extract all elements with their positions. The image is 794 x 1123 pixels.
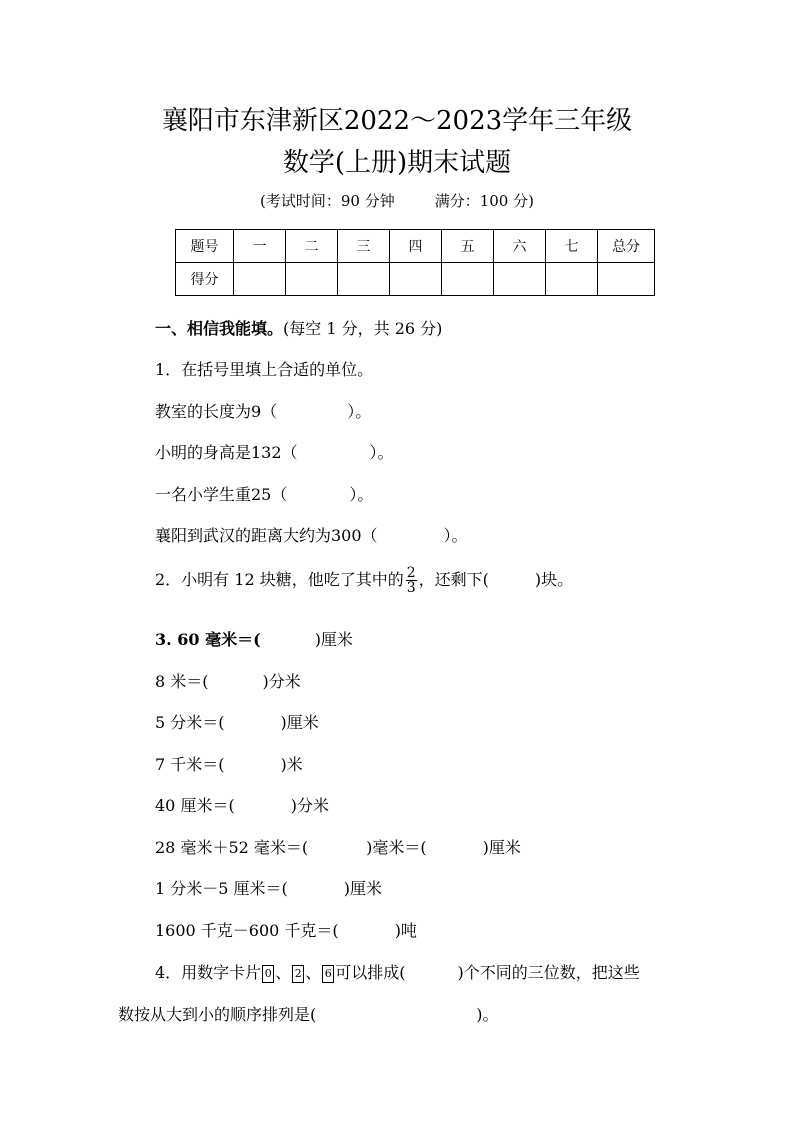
score-table	[175, 229, 655, 296]
title-line-2: 数学(上册)期末试题	[282, 148, 512, 178]
q3-item	[155, 835, 521, 858]
table-cell: 一	[234, 230, 286, 263]
q1-item-text: 教室的长度为9（	[155, 402, 278, 421]
q3-item-text: )厘米	[314, 630, 353, 649]
q1-item-text: 小明的身高是132（	[155, 443, 298, 462]
q3-item-text: 40 厘米＝(	[155, 796, 235, 815]
q3-item-text: )分米	[290, 796, 329, 815]
q4-text: 可以排成(	[335, 963, 406, 982]
table-cell: 五	[442, 230, 494, 263]
table-cell: 三	[338, 230, 390, 263]
fraction	[406, 566, 417, 595]
question-2	[155, 566, 573, 595]
title-line-1: 襄阳市东津新区2022～2023学年三年级	[161, 106, 633, 136]
fraction-denominator: 3	[406, 580, 416, 596]
q1-item	[155, 482, 373, 505]
q2-text: ，还剩下(	[418, 570, 489, 589]
table-cell: 题号	[176, 230, 234, 263]
q3-item-text: )厘米	[343, 879, 383, 898]
q1-item-text: ）。	[369, 443, 394, 462]
q3-item	[155, 627, 353, 650]
q3-item	[155, 752, 303, 775]
q4-text: 4．用数字卡片	[155, 963, 262, 982]
q3-item	[155, 793, 329, 816]
q4-text: 、	[305, 963, 322, 982]
q3-item-text: 28 毫米＋52 毫米＝(	[155, 838, 309, 857]
exam-time: (考试时间：90 分钟	[260, 192, 395, 210]
table-cell: 七	[546, 230, 598, 263]
table-cell: 得分	[176, 263, 234, 296]
full-score: 满分：100 分)	[434, 192, 534, 210]
section-1-note: (每空 1 分，共 26 分)	[283, 319, 443, 338]
question-1: 1．在括号里填上合适的单位。	[155, 360, 374, 379]
q2-text: 2．小明有 12 块糖，他吃了其中的	[155, 570, 404, 589]
q3-item	[155, 876, 382, 899]
digit-card: 0	[262, 965, 274, 983]
digit-card: 2	[292, 965, 304, 983]
q2-text: )块。	[534, 570, 574, 589]
score-table-header-row	[176, 230, 655, 263]
q3-item-text: )米	[280, 755, 303, 774]
q3-item	[155, 710, 319, 733]
q3-item-text: )分米	[262, 672, 301, 691]
q3-item-text: )厘米	[482, 838, 521, 857]
q3-item	[155, 669, 301, 692]
q3-item-text: 3. 60 毫米＝(	[155, 630, 261, 649]
score-cell[interactable]	[598, 263, 655, 296]
score-cell[interactable]	[442, 263, 494, 296]
table-cell: 总分	[598, 230, 655, 263]
section-1-title: 一、相信我能填。	[155, 319, 284, 338]
q4-text: 、	[275, 963, 292, 982]
q3-item-text: 1600 千克－600 千克＝(	[155, 921, 339, 940]
q1-item-text: ）。	[349, 485, 374, 504]
q1-item-text: ）。	[347, 402, 372, 421]
q3-item-text: 5 分米＝(	[155, 713, 225, 732]
exam-meta	[0, 190, 794, 211]
q3-item-text: 1 分米－5 厘米＝(	[155, 879, 288, 898]
q3-item-text: 8 米＝(	[155, 672, 209, 691]
q4-text: )个不同的三位数，把这些	[457, 963, 640, 982]
q3-item-text: )吨	[394, 921, 417, 940]
q1-item	[155, 523, 468, 546]
score-table-score-row	[176, 263, 655, 296]
score-cell[interactable]	[494, 263, 546, 296]
q3-item-text: 7 千米＝(	[155, 755, 225, 774]
score-cell[interactable]	[234, 263, 286, 296]
q3-item-text: )厘米	[280, 713, 319, 732]
q1-item	[155, 440, 394, 463]
score-cell[interactable]	[390, 263, 442, 296]
q4-text: )。	[476, 1005, 499, 1024]
digit-card: 6	[322, 965, 334, 983]
score-cell[interactable]	[286, 263, 338, 296]
score-cell[interactable]	[546, 263, 598, 296]
q1-item-text: ）。	[443, 526, 468, 545]
section-1-heading	[155, 316, 442, 339]
fraction-numerator: 2	[406, 565, 416, 581]
q4-text: 数按从大到小的顺序排列是(	[118, 1005, 317, 1024]
table-cell: 四	[390, 230, 442, 263]
q1-item-text: 襄阳到武汉的距离大约为300（	[155, 526, 378, 545]
q1-item-text: 一名小学生重25（	[155, 485, 288, 504]
table-cell: 六	[494, 230, 546, 263]
question-4-line-2	[118, 1002, 499, 1025]
q1-item	[155, 399, 371, 422]
q3-item	[155, 918, 417, 941]
table-cell: 二	[286, 230, 338, 263]
question-4	[155, 960, 640, 983]
score-cell[interactable]	[338, 263, 390, 296]
q3-item-text: )毫米＝(	[366, 838, 427, 857]
